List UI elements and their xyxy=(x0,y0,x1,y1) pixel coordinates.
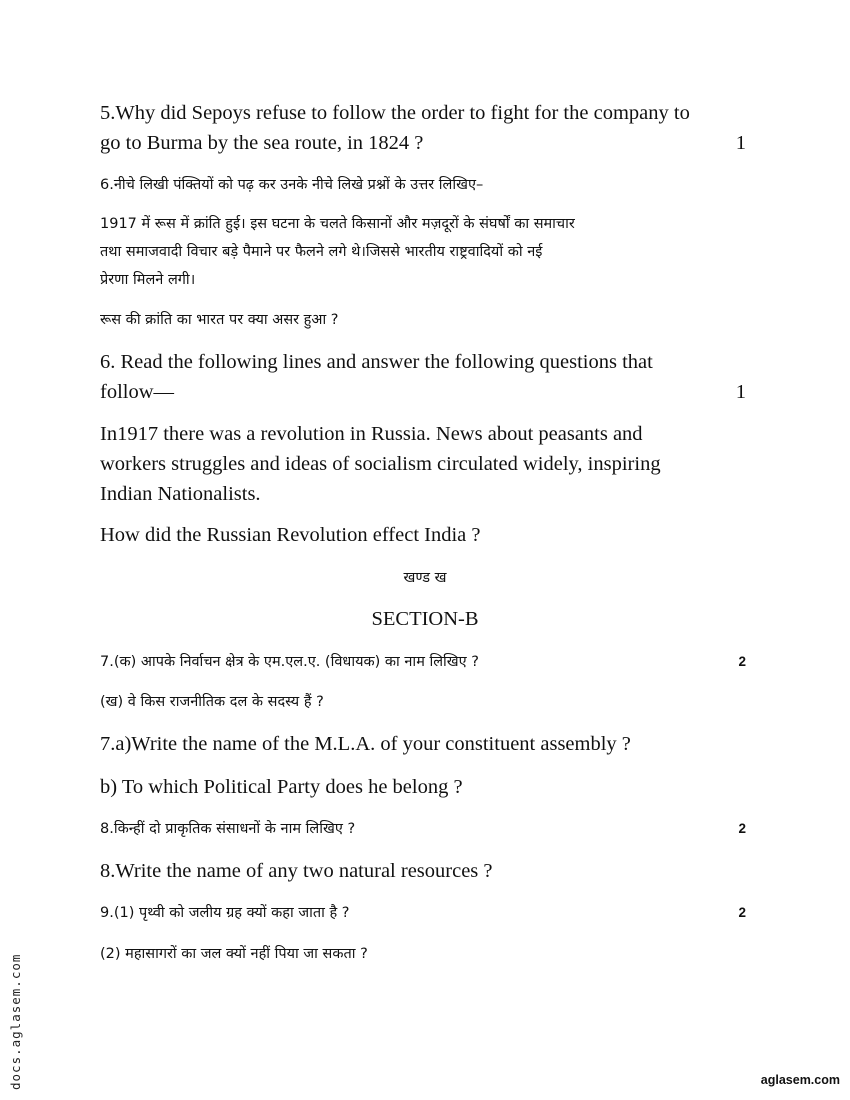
question-8-marks: 2 xyxy=(738,821,746,836)
footer-brand: aglasem.com xyxy=(760,1073,840,1087)
section-heading-hindi: खण्ड ख xyxy=(403,570,447,586)
question-5-marks: 1 xyxy=(735,132,746,154)
question-5-line-2: go to Burma by the sea route, in 1824 ? xyxy=(100,132,424,154)
question-9-marks: 2 xyxy=(738,905,746,920)
question-6-marks: 1 xyxy=(735,381,746,403)
question-6-hindi-instruction: 6.नीचे लिखी पंक्तियों को पढ़ कर उनके नीचे लिखे प्रश्नों के उत्तर लिखिए– xyxy=(100,177,484,193)
question-7-hindi xyxy=(100,648,750,676)
question-7-english-part-a: 7.a)Write the name of the M.L.A. of your constituent assembly ? xyxy=(100,733,631,755)
question-5-line-1: 5.Why did Sepoys refuse to follow the order to fight for the company to xyxy=(100,102,690,124)
english-passage-line-1: In1917 there was a revolution in Russia. News about peasants and xyxy=(100,423,643,445)
question-8-hindi-row xyxy=(100,815,750,843)
hindi-passage-line-3: प्रेरणा मिलने लगी। xyxy=(100,272,196,288)
question-6-english-passage xyxy=(100,419,750,509)
question-9-hindi-line xyxy=(100,899,750,927)
question-7-marks: 2 xyxy=(738,654,746,669)
question-6-hindi-question: रूस की क्रांति का भारत पर क्या असर हुआ ? xyxy=(100,312,339,328)
question-8-english: 8.Write the name of any two natural resources ? xyxy=(100,860,493,882)
question-6-line-2: follow— xyxy=(100,381,175,403)
question-7-english-part-b: b) To which Political Party does he belong ? xyxy=(100,776,463,798)
english-passage-line-2: workers struggles and ideas of socialism circulated widely, inspiring xyxy=(100,453,661,475)
question-7-hindi-part-b: (ख) वे किस राजनीतिक दल के सदस्य हैं ? xyxy=(100,694,324,710)
watermark-text: docs.aglasem.com xyxy=(8,953,23,1090)
question-9-hindi-part-1: 9.(1) पृथ्वी को जलीय ग्रह क्यों कहा जाता है ? xyxy=(100,905,350,921)
question-5-english xyxy=(100,98,750,158)
question-6-line-2-row xyxy=(100,377,750,407)
section-heading-english: SECTION-B xyxy=(371,608,479,630)
question-6-line-1: 6. Read the following lines and answer the following questions that xyxy=(100,351,653,373)
question-6-english xyxy=(100,347,750,407)
question-6-english-question: How did the Russian Revolution effect India ? xyxy=(100,524,481,546)
hindi-passage-line-1: 1917 में रूस में क्रांति हुई। इस घटना के चलते किसानों और मज़दूरों के संघर्षों का समाचार xyxy=(100,216,575,232)
question-8-hindi-line xyxy=(100,815,750,843)
question-9-hindi-part-2: (2) महासागरों का जल क्यों नहीं पिया जा सकता ? xyxy=(100,946,368,962)
hindi-passage-line-2: तथा समाजवादी विचार बड़े पैमाने पर फैलने लगे थे।जिससे भारतीय राष्ट्रवादियों को नई xyxy=(100,244,543,260)
side-watermark xyxy=(2,930,30,1090)
question-8-hindi: 8.किन्हीं दो प्राकृतिक संसाधनों के नाम लिखिए ? xyxy=(100,821,356,837)
question-7-hindi-part-a: 7.(क) आपके निर्वाचन क्षेत्र के एम.एल.ए. (विधायक) का नाम लिखिए ? xyxy=(100,654,479,670)
question-6-hindi-passage xyxy=(100,210,750,294)
question-5-line-2-row xyxy=(100,128,750,158)
english-passage-line-3: Indian Nationalists. xyxy=(100,483,261,505)
question-7-hindi-part-a-row xyxy=(100,648,750,676)
question-9-hindi-row xyxy=(100,899,750,927)
